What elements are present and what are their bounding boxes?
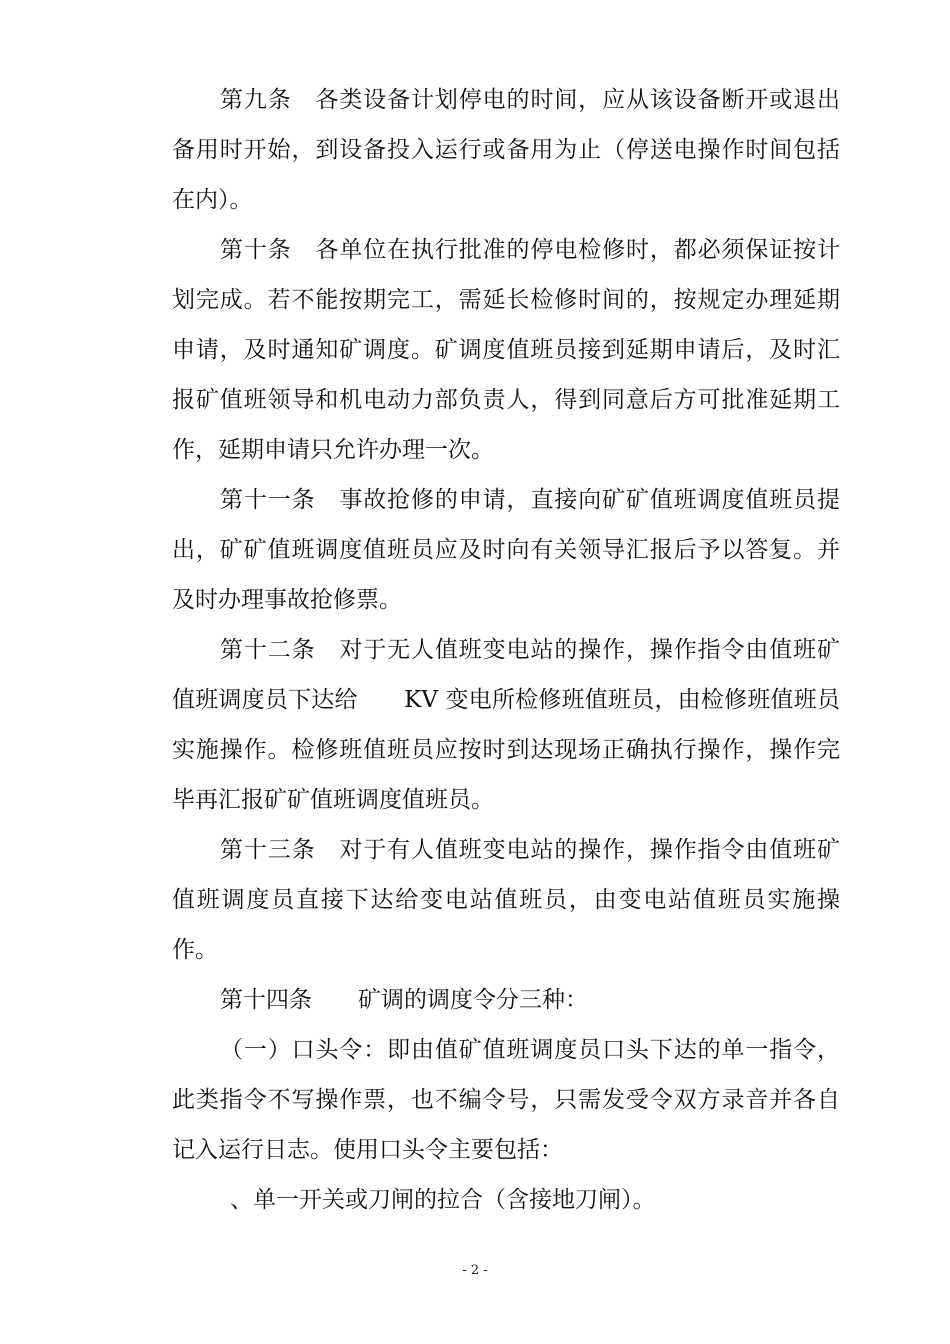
article-11-line-3: 及时办理事故抢修票。 — [172, 587, 402, 613]
article-11-line-2: 出，矿矿值班调度值班员应及时向有关领导汇报后予以答复。并 — [172, 537, 840, 563]
list-item-line: 、单一开关或刀闸的拉合（含接地刀闸）。 — [230, 1187, 656, 1213]
article-13-line-1: 第十三条 对于有人值班变电站的操作，操作指令由值班矿 — [220, 837, 840, 863]
article-9-line-2: 备用时开始，到设备投入运行或备用为止（停送电操作时间包括 — [172, 137, 840, 163]
article-12-line-1: 第十二条 对于无人值班变电站的操作，操作指令由值班矿 — [220, 637, 840, 663]
oral-order-line-3: 记入运行日志。使用口头令主要包括： — [172, 1137, 563, 1163]
paragraph-line — [0, 582, 950, 618]
article-11-line-1: 第十一条 事故抢修的申请，直接向矿矿值班调度值班员提 — [220, 487, 840, 513]
paragraph-line — [0, 532, 950, 568]
paragraph-line — [0, 432, 950, 468]
paragraph-line — [0, 382, 950, 418]
paragraph-line — [0, 82, 950, 118]
paragraph-line — [0, 232, 950, 268]
paragraph-line — [0, 1082, 950, 1118]
paragraph-line — [0, 732, 950, 768]
paragraph-line — [0, 832, 950, 868]
paragraph-line — [0, 482, 950, 518]
paragraph-line — [0, 882, 950, 918]
article-14-line-1: 第十四条 矿调的调度令分三种： — [220, 987, 588, 1013]
paragraph-line — [0, 1132, 950, 1168]
paragraph-line — [0, 632, 950, 668]
paragraph-line — [0, 782, 950, 818]
paragraph-line — [0, 182, 950, 218]
article-12-line-4: 毕再汇报矿矿值班调度值班员。 — [172, 787, 494, 813]
article-10-line-1: 第十条 各单位在执行批准的停电检修时，都必须保证按计 — [220, 237, 840, 263]
paragraph-line — [0, 332, 950, 368]
oral-order-line-1: （一）口头令：即由值矿值班调度员口头下达的单一指令， — [220, 1037, 840, 1063]
paragraph-line — [0, 982, 950, 1018]
paragraph-line — [0, 1182, 950, 1218]
article-12-line-3: 实施操作。检修班值班员应按时到达现场正确执行操作，操作完 — [172, 737, 840, 763]
article-9-line-1: 第九条 各类设备计划停电的时间，应从该设备断开或退出 — [220, 87, 840, 113]
article-10-line-3: 申请，及时通知矿调度。矿调度值班员接到延期申请后，及时汇 — [172, 337, 840, 363]
paragraph-line — [0, 682, 950, 718]
article-12-line-2: 值班调度员下达给 KV 变电所检修班值班员，由检修班值班员 — [172, 687, 840, 713]
article-13-line-2: 值班调度员直接下达给变电站值班员，由变电站值班员实施操 — [172, 887, 840, 913]
paragraph-line — [0, 932, 950, 968]
article-10-line-4: 报矿值班领导和机电动力部负责人，得到同意后方可批准延期工 — [172, 387, 840, 413]
article-10-line-2: 划完成。若不能按期完工，需延长检修时间的，按规定办理延期 — [172, 287, 840, 313]
paragraph-line — [0, 132, 950, 168]
paragraph-line — [0, 1032, 950, 1068]
oral-order-line-2: 此类指令不写操作票，也不编令号，只需发受令双方录音并各自 — [172, 1087, 840, 1113]
page-number: - 2 - — [462, 1263, 488, 1278]
article-10-line-5: 作，延期申请只允许办理一次。 — [172, 437, 494, 463]
paragraph-line — [0, 282, 950, 318]
article-13-line-3: 作。 — [172, 937, 218, 963]
article-9-line-3: 在内）。 — [172, 187, 253, 213]
